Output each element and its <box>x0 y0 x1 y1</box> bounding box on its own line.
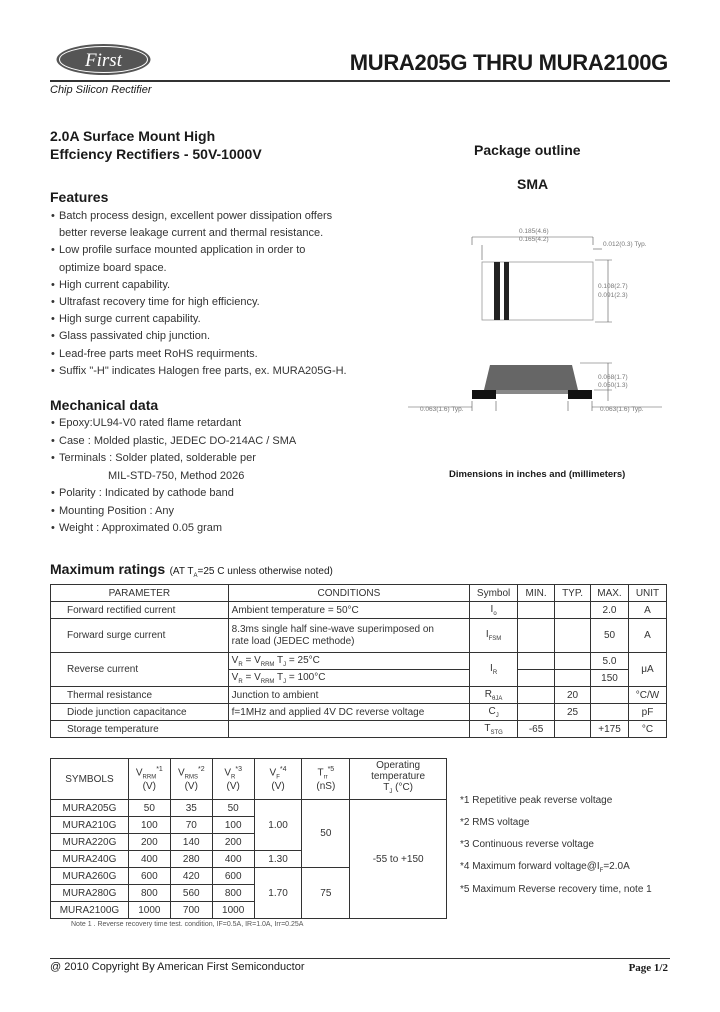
col-max: MAX. <box>591 585 629 602</box>
trr-group-a: 50 <box>302 800 350 868</box>
bullet-icon: • <box>51 504 55 517</box>
symbols-row: MURA2100G 1000 700 1000 <box>51 902 447 919</box>
bullet-icon: • <box>51 244 55 257</box>
features-item: • High current capability. <box>51 277 381 294</box>
col-conditions: CONDITIONS <box>228 585 469 602</box>
features-item: • High surge current capability. <box>51 311 381 328</box>
dim-lead-right: 0.063(1.6) Typ. <box>600 406 644 413</box>
footnote-4: *4 Maximum forward $voltage@I_F=2.0A$ <box>460 861 630 874</box>
features-item: • Suffix "-H" indicates Halogen free parts, ex. MURA205G-H. <box>51 363 381 380</box>
bullet-icon: • <box>51 296 55 309</box>
product-line-1: 2.0A Surface Mount High <box>50 128 216 144</box>
mechanical-item: • Epoxy:UL94-V0 rated flame retardant <box>51 415 381 433</box>
col-unit: UNIT <box>628 585 666 602</box>
row-forward-surge: Forward surge current 8.3ms single half sine-wave superimposed on rate load (JEDEC methode) $I_{FSM}$ 50 A <box>51 619 667 653</box>
features-heading: Features <box>50 189 109 205</box>
trr-group-c: 75 <box>302 868 350 919</box>
col-symbol: Symbol <box>470 585 518 602</box>
vf-group-c: 1.70 <box>254 868 302 919</box>
row-reverse-current-2: $V_R = V_{RRM}$ $T_J = 100^\circ C$ 150 <box>51 670 667 687</box>
features-item: • Low profile surface mounted application in order to <box>51 242 381 259</box>
bullet-icon: • <box>51 364 55 377</box>
product-title <box>50 127 262 163</box>
symbols-table <box>50 758 447 919</box>
dim-side-h2: 0.050(1.3) <box>598 382 628 389</box>
row-thermal: Thermal resistance Junction to ambient $R_{\theta JA}$ 20 °C/W <box>51 687 667 704</box>
footnote-3: *3 Continuous reverse voltage <box>460 839 594 850</box>
dim-height-2: 0.091(2.3) <box>598 292 628 299</box>
cathode-band <box>494 262 500 320</box>
dim-lead-left: 0.063(1.6) Typ. <box>420 406 464 413</box>
page-number: Page 1/2 <box>628 962 668 974</box>
symbols-header-row: SYMBOLS $V_{RRM}^{*1}$ (V) $V_{RMS}^{*2}$ (V) $V_R^{*3}$ (V) $V_F^{*4}$ (V) $T_{rr}^{*5}$ (nS) Operating temperature $T_J$ (°C) <box>51 759 447 800</box>
dimensions-note: Dimensions in inches and (millimeters) <box>449 469 626 480</box>
col-min: MIN. <box>518 585 555 602</box>
dim-side-h1: 0.068(1.7) <box>598 374 628 381</box>
document-subtitle: Chip Silicon Rectifier <box>50 84 152 96</box>
mechanical-item-continued: MIL-STD-750, Method 2026 <box>108 469 245 482</box>
footnote-1: *1 Repetitive peak reverse voltage <box>460 795 613 806</box>
bullet-icon: • <box>51 347 55 360</box>
features-item-continued: optimize board space. <box>59 261 167 274</box>
row-reverse-current-1: Reverse current $V_R = V_{RRM}$ $T_J = 25^\circ C$ $I_R$ 5.0 μA <box>51 653 667 670</box>
dim-height-1: 0.108(2.7) <box>598 283 628 290</box>
dim-top-width: 0.185(4.6) <box>519 228 549 235</box>
col-typ: TYP. <box>555 585 591 602</box>
bullet-icon: • <box>51 452 55 464</box>
features-item: • Ultrafast recovery time for high efficiency. <box>51 294 381 311</box>
footer-rule <box>50 958 670 959</box>
vf-group-b: 1.30 <box>254 851 302 868</box>
bullet-icon: • <box>51 434 55 447</box>
ratings-header-row <box>51 585 667 602</box>
cathode-band-2 <box>504 262 509 320</box>
bullet-icon: • <box>51 210 55 222</box>
features-item: • Batch process design, excellent power dissipation offers <box>51 208 381 225</box>
bullet-icon: • <box>51 522 55 534</box>
package-name: SMA <box>517 176 549 192</box>
lead-right <box>568 390 592 399</box>
logo-text: First <box>85 50 122 71</box>
symbols-row: MURA205G 50 35 50 1.00 50 -55 to +150 <box>51 800 447 817</box>
package-side-body <box>484 365 578 390</box>
bullet-icon: • <box>51 278 55 291</box>
package-drawing <box>400 215 670 430</box>
bullet-icon: • <box>51 313 55 326</box>
operating-temp: -55 to +150 <box>350 800 447 919</box>
first-logo <box>55 43 152 76</box>
package-title: Package outline <box>474 142 581 158</box>
row-capacitance: Diode junction capacitance f=1MHz and applied 4V DC reverse voltage $C_J$ 25 pF <box>51 704 667 721</box>
mechanical-item: • Terminals : Solder plated, solderable per <box>51 450 381 468</box>
header-rule <box>50 80 670 82</box>
col-parameter: PARAMETER <box>51 585 229 602</box>
mechanical-list <box>51 415 381 538</box>
features-item: • Lead-free parts meet RoHS requirments. <box>51 346 381 363</box>
bullet-icon: • <box>51 330 55 343</box>
symbols-row: MURA210G 100 70 100 <box>51 817 447 834</box>
max-ratings-heading <box>50 561 333 579</box>
lead-left <box>472 390 496 399</box>
dim-top-width-2: 0.165(4.2) <box>519 236 549 243</box>
max-ratings-condition: (AT $T_A=25$ C unless otherwise noted) <box>169 566 333 579</box>
row-storage: Storage temperature $T_{STG}$ -65 +175 °C <box>51 721 667 738</box>
symbols-row: MURA280G 800 560 800 <box>51 885 447 902</box>
mechanical-item: • Mounting Position : Any <box>51 503 381 521</box>
symbols-row: MURA220G 200 140 200 <box>51 834 447 851</box>
footnote-5: *5 Maximum Reverse recovery time, note 1 <box>460 884 652 895</box>
product-line-2: Effciency Rectifiers - 50V-1000V <box>50 146 262 162</box>
bullet-icon: • <box>51 417 55 429</box>
features-list <box>51 208 381 380</box>
vf-group-a: 1.00 <box>254 800 302 851</box>
features-item: • Glass passivated chip junction. <box>51 328 381 345</box>
dim-band: 0.012(0.3) Typ. <box>603 241 647 248</box>
row-forward-rectified: Forward rectified current Ambient temperature = 50°C $I_o$ 2.0 A <box>51 602 667 619</box>
symbols-row: MURA260G 600 420 600 1.70 75 <box>51 868 447 885</box>
copyright: @ 2010 Copyright By American First Semiconductor <box>50 961 305 973</box>
symbols-row: MURA240G 400 280 400 1.30 <box>51 851 447 868</box>
features-item-continued: better reverse leakage current and thermal resistance. <box>59 227 324 240</box>
document-title: MURA205G THRU MURA2100G <box>349 50 668 75</box>
mechanical-heading: Mechanical data <box>50 397 159 413</box>
mechanical-item: • Polarity : Indicated by cathode band <box>51 485 381 503</box>
recovery-note: Note 1 . Reverse recovery time test. condition, IF=0.5A, IR=1.0A, Irr=0.25A <box>71 921 304 928</box>
max-ratings-table <box>50 584 667 738</box>
mechanical-item: • Case : Molded plastic, JEDEC DO-214AC / SMA <box>51 433 381 451</box>
mechanical-item: • Weight : Approximated 0.05 gram <box>51 520 381 538</box>
max-ratings-title: Maximum ratings <box>50 561 166 577</box>
bullet-icon: • <box>51 487 55 499</box>
footnote-2: *2 RMS voltage <box>460 817 530 828</box>
